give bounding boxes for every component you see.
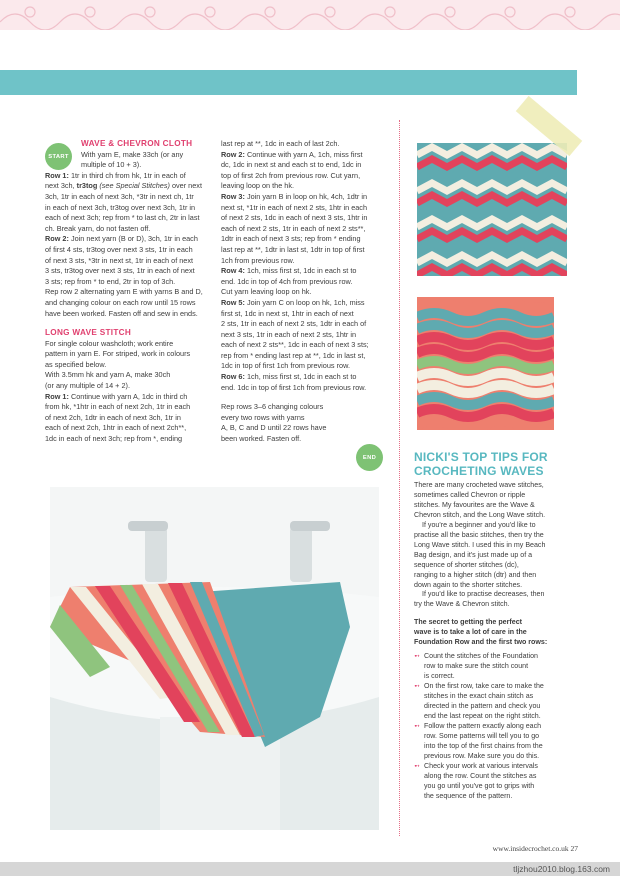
section-title-long-wave: LONG WAVE STITCH bbox=[45, 328, 132, 338]
list-item: ➻ Count the stitches of the Foundation row to make sure the stitch count is correct. bbox=[414, 652, 538, 681]
list-item: ➻ Follow the pattern exactly along each row. Some patterns will tell you to go into the top of the first chains from the previous row. Make sure you do this. bbox=[414, 721, 543, 760]
arrow-bullet-icon: ➻ bbox=[414, 762, 420, 770]
arrow-bullet-icon: ➻ bbox=[414, 653, 420, 661]
page-footer bbox=[493, 844, 578, 853]
lace-header-decoration bbox=[0, 0, 620, 30]
start-badge: START bbox=[45, 143, 72, 170]
wave-chevron-swatch-photo bbox=[417, 143, 567, 276]
list-item: ➻ On the first row, take care to make the stitches in the exact chain stitch as directed in the pattern and check you end the last repeat on the right stitch. bbox=[414, 682, 544, 720]
watermark-strip bbox=[0, 862, 620, 876]
watermark-text: tljzhou2010.blog.163.com bbox=[513, 864, 610, 874]
pattern-column-1: WAVE & CHEVRON CLOTH With yarn E, make 33ch (or any multiple of 10 + 3). Row 1: 1tr in third ch from hk, 1tr in each of next 3ch, tr3tog (see Special Stitches) over next 3ch, 1tr in each of next 3ch, *3tr in next ch, 1tr in each of next 3ch, tr3tog over next 3ch, 1tr in each of next 3ch; rep from * to last ch, 2tr in last ch. Break yarn, do not fasten off. Row 2: Join next yarn (B or D), 3ch, 1tr in each of first 4 sts, tr3tog over next 3 sts, 1tr in each of next 3 sts, *3tr in next st, 1tr in each of next 3 sts, tr3tog over next 3 sts, 1tr in each of next 3 sts; rep from * to end, 2tr in top of 3ch. Rep row 2 alternating yarn E with yarns B and D, and changing colour on each row until 15 rows have been worked. Fasten off and sew in ends. LONG WAVE STITCH For single colour washcloth; work entire pattern in yarn E. For striped, work in colours as specified below. With 3.5mm hk and yarn A, make 30ch (or any multiple of 14 + 2). Row 1: Continue with yarn A, 1dc in third ch from hk, *1htr in each of next 2ch, 1tr in each of next 2ch, 1dtr in each of next 3ch, 1tr in each of next 2ch, 1htr in each of next 2ch**, 1dc in each of next 3ch; rep from *, ending bbox=[45, 139, 217, 445]
tips-title: NICKI'S TOP TIPS FOR CROCHETING WAVES bbox=[414, 450, 548, 478]
pattern-column-2: last rep at **, 1dc in each of last 2ch. Row 2: Continue with yarn A, 1ch, miss first dc, 1dc in next st and each st to end, 1dc in top of first 2ch from previous row. Cut yarn, leaving loop on the hk. Row 3: Join yarn B in loop on hk, 4ch, 1dtr in next st, *1tr in each of next 2 sts, 1htr in each of next 2 sts, 1dc in each of next 3 sts, 1htr in each of next 2 sts, 1tr in each of next 2 sts**, 1dtr in each of next 3 sts; rep from * ending last rep at **, 1dtr in last st, 1dtr in top of first 1ch from previous row. Row 4: 1ch, miss first st, 1dc in each st to end. 1dc in top of 4ch from previous row. Cut yarn leaving loop on hk. Row 5: Join yarn C on loop on hk, 1ch, miss first st, 1dc in next st, 1htr in each of next 2 sts, 1tr in each of next 2 sts, 1dtr in each of next 3 sts, 1tr in each of next 2 sts, 1htr in each of next 2 sts**, 1dc in each of next 3 sts; rep from * ending last rep at **, 1dc in last st, 1dc in top of first 1ch from previous row. Row 6: 1ch, miss first st, 1dc in each st to end. 1dc in top of first 1ch from previous row. Rep rows 3–6 changing colours every two rows with yarns A, B, C and D until 22 rows have been worked. Fasten off. bbox=[221, 139, 369, 444]
section-title-wave-chevron: WAVE & CHEVRON CLOTH bbox=[81, 139, 193, 148]
page-number: 27 bbox=[570, 844, 578, 853]
end-badge: END bbox=[356, 444, 383, 471]
tips-list bbox=[414, 652, 580, 801]
tips-body: There are many crocheted wave stitches, sometimes called Chevron or ripple stitches. My favourites are the Wave & Chevron stitch, and the Long Wave stitch. If you're a beginner and you'd like to practise all the basic stitches, then try the Long Wave stitch. I used this in my Beach Bag design, and it's just made up of a sequence of shorter stitches (dc), ranging to a higher stitch (dtr) and then down again to the shorter stitches. If you'd like to practise decreases, then try the Wave & Chevron stitch. The secret to getting the perfect wave is to take a lot of care in the Foundation Row and the first two rows: ➻ Count the stitches of the Foundation row to make sure the stitch count is correct. ➻ On the first row, take care to make the stitches in the exact chain stitch as directed in the pattern and check you end the last repeat on the right stitch. ➻ Follow the pattern exactly along each row. Some patterns will tell you to go into the top of the first chains from the previous row. Make sure you do this. ➻ Check your work at various intervals along the row. Count the stitches as you go until you've got to grips with the sequence of the pattern. bbox=[414, 481, 580, 802]
arrow-bullet-icon: ➻ bbox=[414, 683, 420, 691]
long-wave-swatch-photo bbox=[417, 297, 554, 430]
site-url[interactable]: www.insidecrochet.co.uk bbox=[492, 844, 569, 853]
list-item: ➻ Check your work at various intervals along the row. Count the stitches as you go until you've got to grips with the sequence of the pattern. bbox=[414, 761, 538, 800]
arrow-bullet-icon: ➻ bbox=[414, 722, 420, 730]
header-band bbox=[0, 70, 577, 95]
column-divider bbox=[399, 120, 400, 836]
basin-washcloth-photo bbox=[50, 487, 379, 830]
tips-secret-heading: The secret to getting the perfect bbox=[414, 618, 522, 627]
